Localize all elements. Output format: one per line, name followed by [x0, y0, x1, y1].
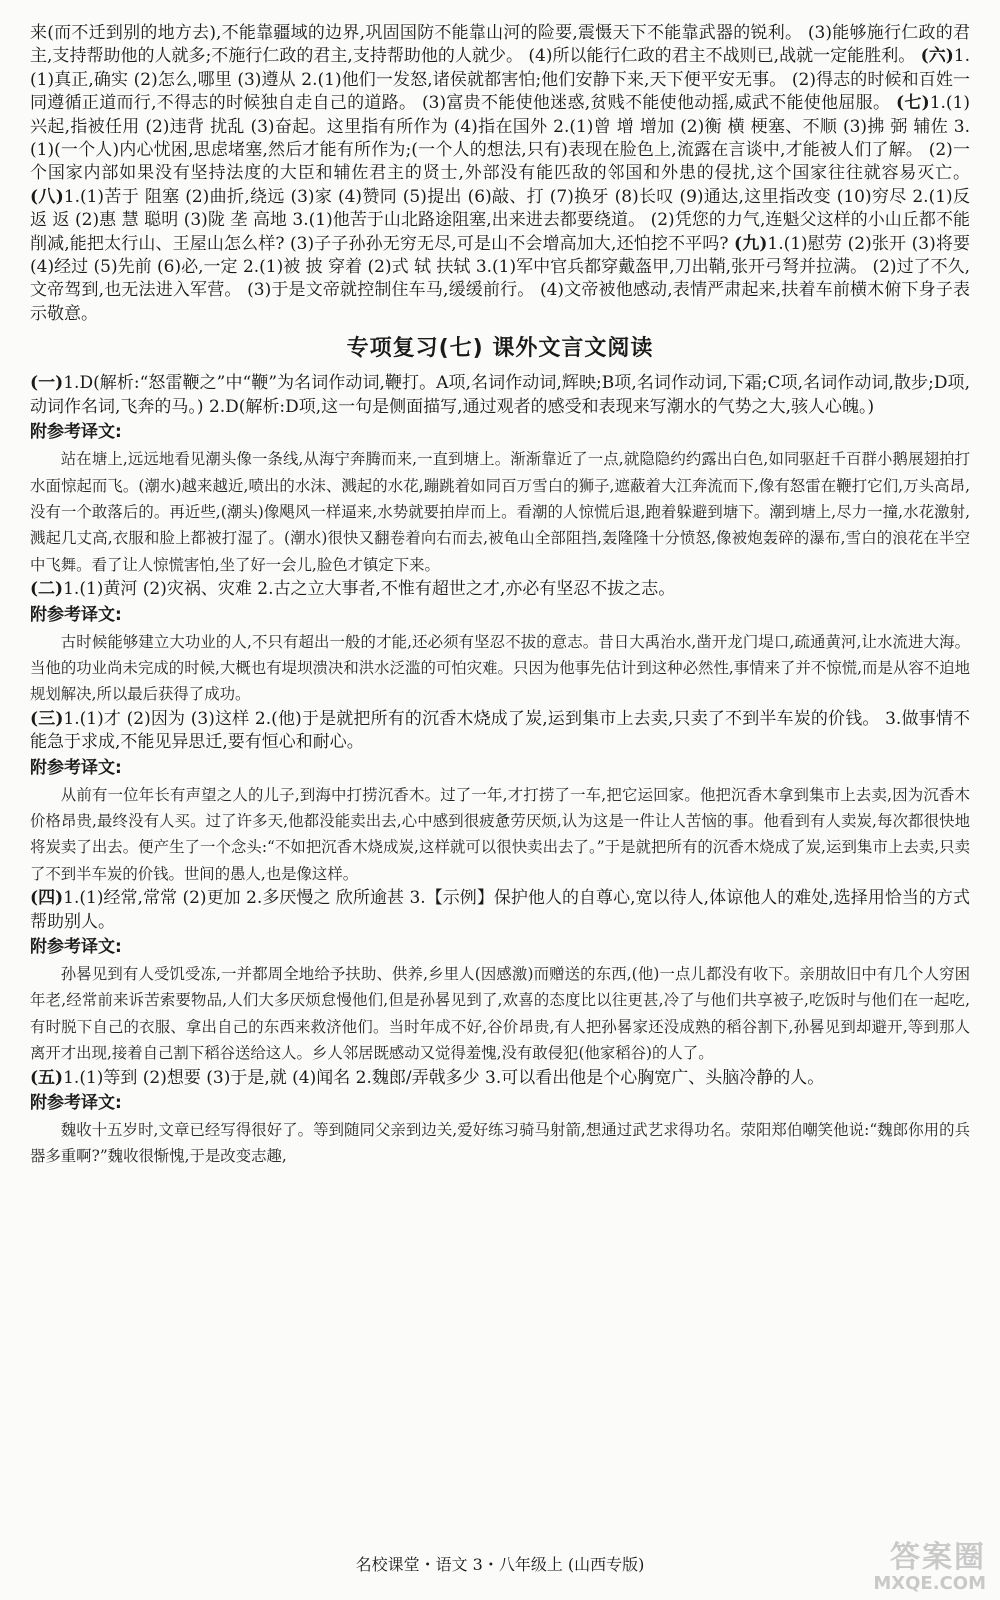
- translation-g1: 站在塘上,远远地看见潮头像一条线,从海宁奔腾而来,一直到塘上。渐渐靠近了一点,就隐隐约约露出白色,如同驱赶千百群小鹅展翅拍打水面惊起而飞。(潮水)越来越近,喷出的水沫、溅起的水花,蹦跳着如同百万雪白的狮子,遮蔽着大江奔流而下,像有怒雷在鞭打它们,万头高昂,没有一个敢落后的。再近些,(潮头)像飓风一样逼来,水势就要拍岸而上。看潮的人惊慌后退,跑着躲避到塘下。潮到塘上,尽力一撞,水花激射,溅起几丈高,衣服和脸上都被打湿了。(潮水)很快又翻卷着向右而去,被龟山全部阻挡,轰隆隆十分愤怒,像被炮轰碎的瀑布,雪白的浪花在半空中飞舞。看了让人惊慌害怕,坐了好一会儿,脸色才镇定下来。: [30, 450, 970, 574]
- group-answer: 1.(1)才 (2)因为 (3)这样 2.(他)于是就把所有的沉香木烧成了炭,运到集市上去卖,只卖了不到半车炭的价钱。 3.做事情不能急于求成,不能见异思迁,要有恒心和耐心。: [30, 708, 970, 753]
- page-footer: 名校课堂・语文 3・八年级上 (山西专版): [355, 1555, 645, 1574]
- group-label: (五): [30, 1067, 64, 1088]
- section-title: 专项复习(七) 课外文言文阅读: [346, 336, 654, 362]
- watermark-logo: [786, 1542, 986, 1598]
- group-answer-6: 1.(1)真正,确实 (2)怎么,哪里 (3)遵从 2.(1)他们一发怒,诸侯就都害怕;他们安静下来,天下便平安无事。 (2)得志的时候和百姓一同遵循正道而行,不得志的时候独自走自己的道路。 (3)富贵不能使他迷惑,贫贱不能使他动摇,威武不能使他屈服。: [30, 46, 971, 114]
- group-answer: 1.(1)等到 (2)想要 (3)于是,就 (4)闻名 2.魏郎/弄戟多少 3.可以看出他是个心胸宽广、头脑冷静的人。: [63, 1067, 825, 1088]
- translation-g4: 孙晷见到有人受饥受冻,一并都周全地给予扶助、供养,乡里人(因感激)而赠送的东西,(他)一点儿都没有收下。亲朋故旧中有几个人穷困年老,经常前来诉苦索要物品,人们大多厌烦怠慢他们,但是孙晷见到了,欢喜的态度比以往更甚,冷了与他们共享被子,吃饭时与他们在一起吃,有时脱下自己的衣服、拿出自己的东西来救济他们。当时年成不好,谷价昂贵,有人把孙晷家还没成熟的稻谷割下,孙晷见到却避开,等到那人离开才出现,接着自己割下稻谷送给这人。乡人邻居既感动又觉得羞愧,没有敢侵犯(他家稻谷)的人了。: [30, 965, 970, 1063]
- answer-g3: [30, 708, 970, 755]
- translation-g3: 从前有一位年长有声望之人的儿子,到海中打捞沉香木。过了一年,才打捞了一车,把它运回家。他把沉香木拿到集市上去卖,因为沉香木价格昂贵,最终没有人买。过了许多天,他都没能卖出去,心中感到很疲惫劳厌烦,认为这是一件让人苦恼的事。他看到有人卖炭,每次都很快地将炭卖了出去。便产生了一个念头:“不如把沉香木烧成炭,这样就可以很快卖出去了。”于是就把所有的沉香木烧成了炭,运到集市上去卖,只卖了不到半车炭的价钱。世间的愚人,也是像这样。: [30, 785, 970, 883]
- group-label-6: (六): [920, 46, 954, 67]
- translation-heading: 附参考译文:: [30, 937, 122, 957]
- translation-heading: 附参考译文:: [30, 1093, 122, 1114]
- group-answer: 1.D(解析:“怒雷鞭之”中“鞭”为名词作动词,鞭打。A项,名词作动词,辉映;B项,名词作动词,下霜;C项,名词作动词,散步;D项,动词作名词,飞奔的马。) 2.D(解析:D项,这一句是侧面描写,通过观者的感受和表现来写潮水的气势之大,骇人心魄。): [30, 373, 970, 417]
- watermark-text: 答案圈: [890, 1540, 986, 1575]
- group-answer-8: 1.(1)苦于 阻塞 (2)曲折,绕远 (3)家 (4)赞同 (5)提出 (6)敲、打 (7)换牙 (8)长叹 (9)通达,这里指改变 (10)穷尽 2.(1)反 返 返 (2)惠 慧 聪明 (3)陇 垄 高地 3.(1)他苦于山北路途阻塞,出来进去都要绕道。 (2)凭您的力气,连魁父这样的小山丘都不能削减,能把太行山、王屋山怎么样? (3)子子孙孙无穷无尽,可是山不会增高加大,还怕挖不平吗?: [30, 186, 970, 254]
- group-label-9: (九): [734, 233, 768, 254]
- group-answer: 1.(1)经常,常常 (2)更加 2.多厌慢之 欣所逾甚 3.【示例】保护他人的自尊心,宽以待人,体谅他人的难处,选择用恰当的方式帮助别人。: [30, 888, 970, 932]
- group-label: (一): [30, 373, 64, 394]
- group-label: (四): [30, 888, 64, 909]
- group-answer: 1.(1)黄河 (2)灾祸、灾难 2.古之立大事者,不惟有超世之才,亦必有坚忍不拔之志。: [63, 579, 676, 600]
- answer-block-prev: [30, 22, 970, 326]
- translation-heading: 附参考译文:: [30, 757, 122, 778]
- group-label: (二): [30, 579, 64, 600]
- answer-g4: [30, 887, 970, 934]
- translation-heading: 附参考译文:: [30, 422, 122, 443]
- answer-g2: [30, 578, 970, 601]
- watermark-url: MXQE.COM: [873, 1573, 986, 1594]
- prev-continuation: 来(而不迁到别的地方去),不能靠疆域的边界,巩固国防不能靠山河的险要,震慑天下不能靠武器的锐利。 (3)能够施行仁政的君主,支持帮助他的人就多;不施行仁政的君主,支持帮助他的人就少。 (4)所以能行仁政的君主不战则已,战就一定能胜利。: [30, 23, 970, 67]
- group-label-7: (七): [896, 93, 930, 114]
- group-label: (三): [30, 708, 64, 729]
- answer-g5: [30, 1067, 970, 1090]
- group-label-8: (八): [30, 186, 64, 207]
- translation-heading: 附参考译文:: [30, 604, 122, 625]
- group-answer-9: 1.(1)慰劳 (2)张开 (3)将要 (4)经过 (5)先前 (6)必,一定 2.(1)被 披 穿着 (2)式 轼 扶轼 3.(1)军中官兵都穿戴盔甲,刀出鞘,张开弓弩并拉满。 (2)过了不久,文帝驾到,也无法进入军营。 (3)于是文帝就控制住车马,缓缓前行。 (4)文帝被他感动,表情严肃起来,扶着车前横木俯下身子表示敬意。: [30, 233, 970, 324]
- answer-g1: [30, 372, 970, 419]
- group-answer-7: 1.(1)兴起,指被任用 (2)违背 扰乱 (3)奋起。这里指有所作为 (4)指在国外 2.(1)曾 增 增加 (2)衡 横 梗塞、不顺 (3)拂 弼 辅佐 3.(1)(一个人)内心忧困,思虑堵塞,然后才能有所作为;(一个人的想法,只有)表现在脸色上,流露在言谈中,才能被人们了解。 (2)一个国家内部如果没有坚持法度的大臣和辅佐君主的贤士,外部没有能匹敌的邻国和外患的侵扰,这个国家往往就容易灭亡。: [30, 93, 970, 184]
- translation-g2: 古时候能够建立大功业的人,不只有超出一般的才能,还必须有坚忍不拔的意志。昔日大禹治水,凿开龙门堤口,疏通黄河,让水流进大海。当他的功业尚未完成的时候,大概也有堤坝溃决和洪水泛滥的可怕灾难。只因为他事先估计到这种必然性,事情来了并不惊慌,而是从容不迫地规划解决,所以最后获得了成功。: [30, 632, 970, 704]
- translation-g5: 魏收十五岁时,文章已经写得很好了。等到随同父亲到边关,爱好练习骑马射箭,想通过武艺求得功名。荥阳郑伯嘲笑他说:“魏郎你用的兵器多重啊?”魏收很惭愧,于是改变志趣,: [30, 1121, 970, 1166]
